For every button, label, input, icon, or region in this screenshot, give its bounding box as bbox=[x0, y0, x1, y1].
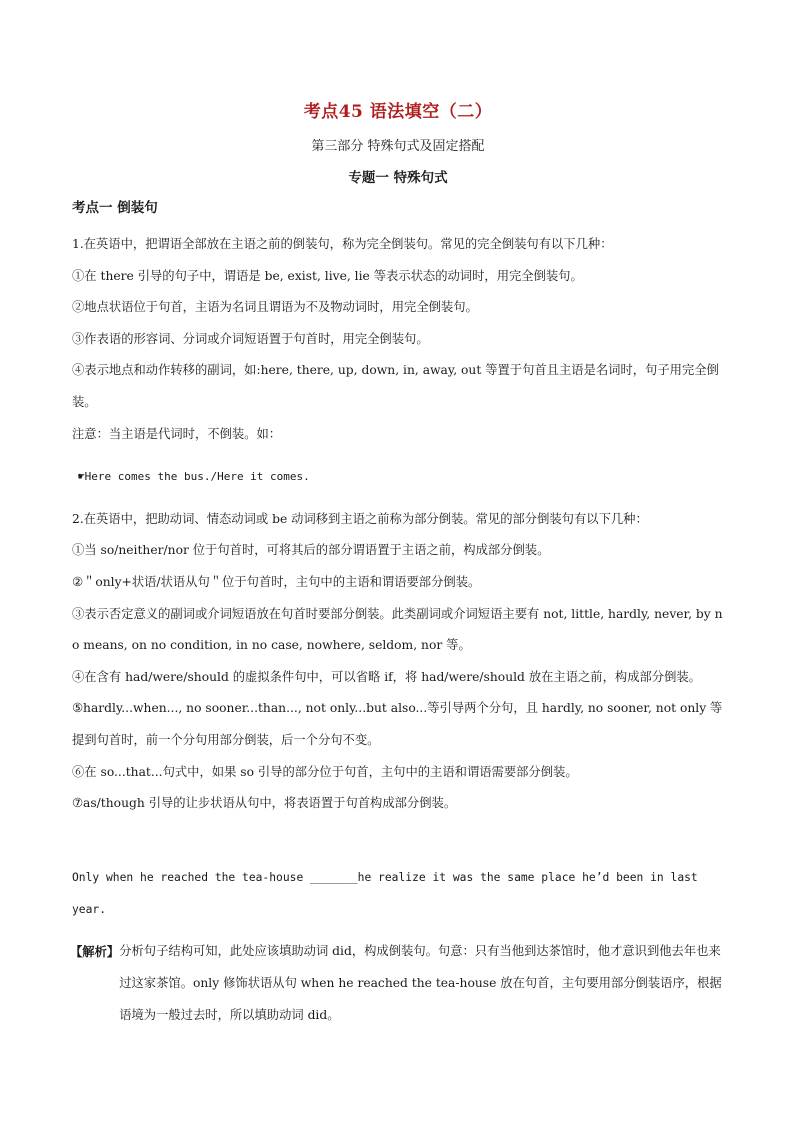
rule-item: ⑦as/though 引导的让步状语从句中，将表语置于句首构成部分倒装。 bbox=[72, 796, 457, 811]
spacer bbox=[72, 820, 724, 851]
analysis-text: 分析句子结构可知，此处应该填助动词 did，构成倒装句。句意：只有当他到达茶馆时，他才意识到他去年也来过这家茶馆。only 修饰状语从句 when he reached the tea-house 放在句首，主句要用部分倒装语序，根据语境为一般过去时，所以填助动词 did。 bbox=[119, 944, 722, 1022]
rule-item: ③表示否定意义的副词或介词短语放在句首时要部分倒装。此类副词或介词短语主要有 not, little, hardly, never, by no means, on no condition, in no case, nowhere, seldom, nor 等。 bbox=[72, 606, 723, 653]
rule-item: ⑤hardly...when..., no sooner...than..., not only...but also...等引导两个分句，且 hardly, no sooner, not only 等提到句首时，前一个分句用部分倒装，后一个分句不变。 bbox=[72, 701, 723, 747]
example-sentence: ☛Here comes the bus./Here it comes. bbox=[78, 470, 310, 484]
analysis-block bbox=[70, 936, 724, 1031]
full-inversion-intro: 1.在英语中，把谓语全部放在主语之前的倒装句，称为完全倒装句。常见的完全倒装句有以下几种： bbox=[72, 237, 613, 251]
rule-item: ④表示地点和动作转移的副词，如:here, there, up, down, in, away, out 等置于句首且主语是名词时，句子用完全倒装。 bbox=[72, 363, 719, 409]
part-heading: 第三部分 特殊句式及固定搭配 bbox=[311, 139, 485, 154]
page-title: 考点45 语法填空（二） bbox=[303, 102, 493, 122]
rule-item: ①在 there 引导的句子中，谓语是 be, exist, live, lie 等表示状态的动词时，用完全倒装句。 bbox=[72, 268, 583, 283]
note-line: 注意：当主语是代词时，不倒装。如： bbox=[72, 426, 282, 441]
rule-item: ③作表语的形容词、分词或介词短语置于句首时，用完全倒装句。 bbox=[72, 331, 429, 346]
rule-item: ②地点状语位于句首，主语为名词且谓语为不及物动词时，用完全倒装句。 bbox=[72, 300, 478, 315]
rule-item: ①当 so/neither/nor 位于句首时，可将其后的部分谓语置于主语之前，构成部分倒装。 bbox=[72, 543, 550, 558]
exercise-question: Only when he reached the tea-house _______he realize it was the same place he’d been in last year. bbox=[72, 870, 698, 916]
rule-item: ④在含有 had/were/should 的虚拟条件句中，可以省略 if，将 had/were/should 放在主语之前，构成部分倒装。 bbox=[72, 669, 701, 684]
section-heading: 考点一 倒装句 bbox=[72, 200, 158, 216]
topic-heading: 专题一 特殊句式 bbox=[348, 170, 448, 186]
rule-item: ②＂only+状语/状语从句＂位于句首时，主句中的主语和谓语要部分倒装。 bbox=[72, 574, 481, 589]
partial-inversion-intro: 2.在英语中，把助动词、情态动词或 be 动词移到主语之前称为部分倒装。常见的部分倒装句有以下几种： bbox=[72, 511, 648, 526]
analysis-label: 【解析】 bbox=[70, 944, 120, 960]
document-page bbox=[72, 100, 724, 1031]
rule-item: ⑥在 so...that...句式中，如果 so 引导的部分位于句首，主句中的主语和谓语需要部分倒装。 bbox=[72, 764, 578, 779]
